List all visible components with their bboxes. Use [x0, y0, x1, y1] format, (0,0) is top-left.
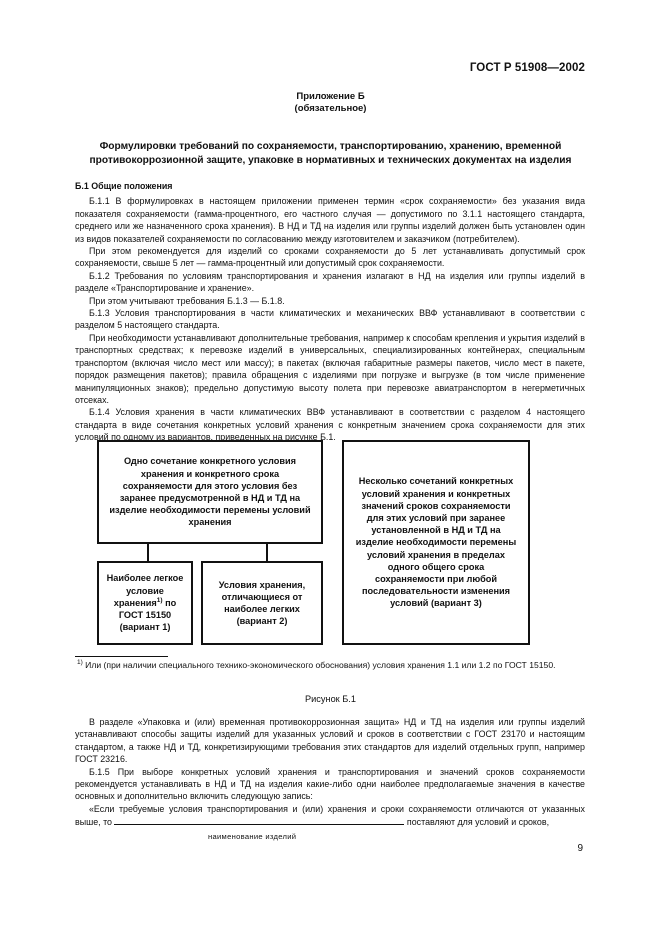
paragraph: Б.1.3 Условия транспортирования в части климатических и механических ВВФ устанавливают в соответствии с разделом 5 настоящего стандарта.: [75, 308, 585, 331]
blank-caption: наименование изделий: [208, 832, 297, 841]
connector-line: [266, 544, 268, 562]
fill-in-blank: [114, 815, 404, 825]
footnote-mark: 1): [77, 659, 83, 667]
diagram-box-variant-2: Условия хранения, отличающиеся от наиболее легких (вариант 2): [201, 561, 323, 645]
paragraph: Б.1.4 Условия хранения в части климатических ВВФ устанавливают в соответствии с разделом 4 настоящего стандарта в виде сочетания конкретных условий хранения с конкретным значением срока сохраняемости для этих условий по одному из вариантов, приведенных на рисунке Б.1.: [75, 407, 585, 443]
paragraph: При этом учитывают требования Б.1.3 — Б.1.8.: [89, 295, 285, 306]
paragraph: При этом рекомендуется для изделий со сроками сохраняемости до 5 лет устанавливать допустимый срок сохраняемости, свыше 5 лет — гамма-процентный или допустимый срок сохраняемости.: [75, 246, 585, 269]
appendix-label: Приложение Б: [296, 91, 365, 102]
connector-line: [147, 544, 149, 562]
paragraph: Б.1.1 В формулировках в настоящем приложении применен термин «срок сохраняемости» без указания вида показателя сохраняемости (гамма-процентного, его частного случая — допустимого по 3.1.1 настоящего стандарта, среднего или же назначенного срока хранения). В НД и ТД на изделия или группы изделий должен быть установлен один из видов показателей сохраняемости по согласованию между изготовителем и заказчиком (потребителем).: [75, 196, 585, 244]
body-text-upper: [75, 180, 585, 444]
paragraph-with-blank: «Если требуемые условия транспортирования и (или) хранения и сроки сохраняемости отличаются от указанных выше, то поставляют для условий и сроков,: [75, 803, 585, 828]
paragraph: Б.1.2 Требования по условиям транспортирования и хранения излагают в НД на изделия или группы изделий в разделе «Транспортирование и хранение».: [75, 270, 585, 294]
diagram-box-variant-3: Несколько сочетаний конкретных условий хранения и конкретных значений сроков сохраняемости для этих условий при заранее установленной в НД и ТД на изделие необходимости перемены условий хранения в пределах одного общего срока сохраняемости при любой последовательности изменения условий (вариант 3): [342, 440, 530, 645]
footnote: [75, 659, 585, 671]
figure-caption: Рисунок Б.1: [305, 694, 356, 704]
appendix-title: [0, 91, 661, 115]
variant-1-text: Наиболее легкое условие хранения$^{1)}$ по ГОСТ 15150 (вариант 1): [106, 573, 184, 633]
footnote-text: Или (при наличии специального технико-экономического обоснования) условия хранения 1.1 или 1.2 по ГОСТ 15150.: [85, 660, 556, 670]
footnote-separator: [75, 656, 168, 657]
diagram-box-single-combination: Одно сочетание конкретного условия хранения и конкретного срока сохраняемости для этого условия без заранее предусмотренной в НД и ТД на изделие необходимости перемены условий хранения: [97, 440, 323, 544]
paragraph: Б.1.5 При выборе конкретных условий хранения и транспортирования и значений сроков сохраняемости рекомендуется устанавливать в НД и ТД на изделия какие-либо одни наиболее предполагаемые значения в качестве основных и дополнительно включить следующую запись:: [75, 766, 585, 802]
diagram-box-variant-1: [97, 561, 193, 645]
standard-designation: ГОСТ Р 51908—2002: [469, 62, 585, 74]
paragraph: При необходимости устанавливают дополнительные требования, например к способам крепления и укрытия изделий в транспортных средствах; к перевозке изделий в универсальных, специализированных контейнерах, специальным транспортом (включая число мест или массу); в пакетах (включая габаритные размеры пакетов, число мест в пакете, порядок размещения пакетов); правила обращения с изделиями при погрузке и выгрузке (в том числе применение манипуляционных знаков); предельно допустимую высоту полета при перевозке авиатранспортом в негерметичных отсеках.: [75, 332, 585, 405]
appendix-heading: Формулировки требований по сохраняемости, транспортированию, хранению, временной противокоррозионной защите, упаковке в нормативных и технических документах на изделия: [89, 141, 572, 166]
page-number: 9: [577, 843, 583, 854]
section-title: Б.1 Общие положения: [75, 181, 173, 191]
body-text-lower: [75, 716, 585, 829]
appendix-status: (обязательное): [294, 103, 367, 114]
paragraph: В разделе «Упаковка и (или) временная противокоррозионная защита» НД и ТД на изделия или группы изделий устанавливают способы защиты изделий для указанных условий и сроков в соответствии с ГОСТ 23170 и настоящим стандартом, а также НД и ТД, конкретизирующими требования этих стандартов для изделий отдельных групп, например ГОСТ 23216.: [75, 717, 585, 765]
